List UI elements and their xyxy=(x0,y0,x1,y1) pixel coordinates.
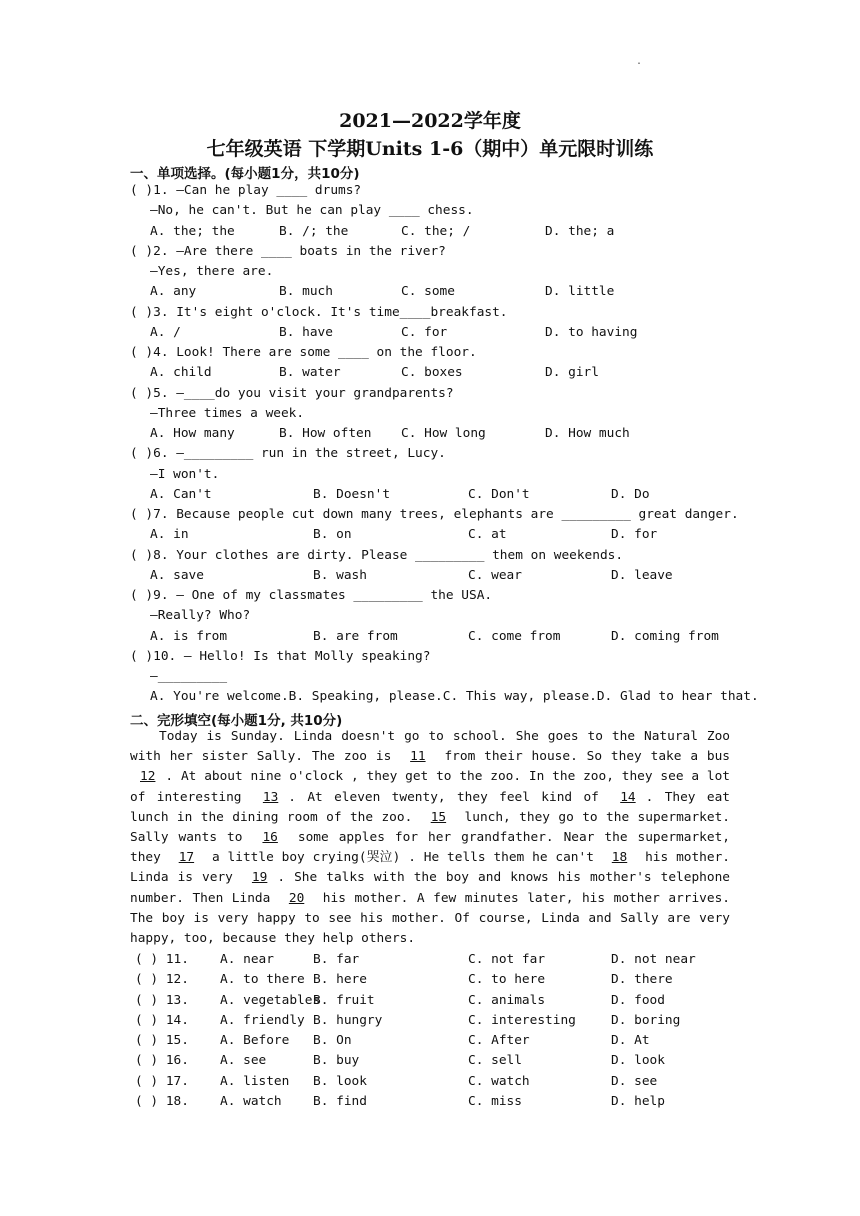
blank-11: 11 xyxy=(410,749,426,765)
cloze-option-a: A. watch xyxy=(220,1093,282,1109)
exam-subtitle: 七年级英语 下学期Units 1-6（期中）单元限时训练 xyxy=(206,138,654,160)
cloze-question-number: ( ) 14. xyxy=(135,1012,189,1028)
cloze-option-b: B. fruit xyxy=(313,992,375,1008)
option-c: C. come from xyxy=(468,628,561,644)
option-a: A. Can't xyxy=(150,486,212,502)
passage-text: Today is Sunday. Linda doesn't go to school. She goes to the Natural Zoo with her sister Sally. The zoo is xyxy=(130,729,730,765)
blank-20: 20 xyxy=(288,890,305,906)
cloze-question-number: ( ) 17. xyxy=(135,1073,189,1089)
cloze-option-d: D. see xyxy=(611,1073,658,1089)
cloze-option-c: C. After xyxy=(468,1033,530,1048)
blank-13: 13 xyxy=(262,789,279,805)
option-a: A. How many xyxy=(150,426,235,441)
cloze-option-b: B. look xyxy=(313,1073,367,1089)
cloze-passage xyxy=(130,727,730,949)
passage-text: some apples for her grandfather. Near the supermarket, they xyxy=(130,830,730,866)
option-d: D. coming from xyxy=(611,628,719,644)
option-a: A. is from xyxy=(150,628,228,644)
cloze-option-a: A. near xyxy=(220,952,274,967)
cloze-option-c: C. watch xyxy=(468,1073,530,1089)
option-d: D. leave xyxy=(611,567,673,583)
cloze-option-a: A. to there xyxy=(220,972,305,988)
option-c: C. some xyxy=(401,284,455,300)
answer-line: —No, he can't. But he can play ____ chess. xyxy=(150,203,474,219)
option-c: C. Don't xyxy=(468,486,530,502)
option-a: A. in xyxy=(150,527,189,543)
option-c: C. the; / xyxy=(401,223,471,239)
option-a: A. child xyxy=(150,365,212,381)
option-b: B. wash xyxy=(313,567,367,583)
cloze-question-number: ( ) 15. xyxy=(135,1033,189,1048)
option-c: C. boxes xyxy=(401,365,463,381)
section-2-heading: 二、完形填空(每小题1分, 共10分) xyxy=(130,713,343,729)
cloze-option-c: C. sell xyxy=(468,1053,522,1069)
blank-15: 15 xyxy=(430,809,447,825)
cloze-question-number: ( ) 13. xyxy=(135,992,189,1008)
option-c: C. How long xyxy=(401,426,486,441)
blank-17: 17 xyxy=(178,850,195,866)
section-1-heading: 一、单项选择。(每小题1分，共10分) xyxy=(130,166,360,182)
passage-text: lunch, they go to the supermarket. Sally wants to xyxy=(130,809,731,846)
cloze-option-a: A. see xyxy=(220,1053,267,1069)
cloze-option-d: D. food xyxy=(611,992,665,1008)
cloze-option-c: C. miss xyxy=(468,1093,522,1109)
option-c: C. wear xyxy=(468,567,522,583)
cloze-option-d: D. help xyxy=(611,1093,665,1109)
question-line: ( )8. Your clothes are dirty. Please _________ them on weekends. xyxy=(130,547,624,563)
question-line: ( )5. —____do you visit your grandparents? xyxy=(130,385,454,401)
cloze-question-number: ( ) 18. xyxy=(135,1093,189,1109)
option-c: C. for xyxy=(401,324,448,340)
passage-text: . She talks with the boy and knows his mother's telephone number. Then Linda xyxy=(130,870,730,906)
cloze-option-d: D. At xyxy=(611,1033,650,1048)
page-mark: . xyxy=(636,56,643,67)
option-a: A. any xyxy=(150,284,197,300)
passage-text: a little boy crying(哭泣) . He tells them he can't xyxy=(204,850,602,866)
answer-line: A. You're welcome.B. Speaking, please.C. This way, please.D. Glad to hear that. xyxy=(150,689,759,705)
cloze-option-d: D. there xyxy=(611,972,673,988)
option-a: A. / xyxy=(150,324,181,340)
cloze-option-b: B. On xyxy=(313,1033,352,1048)
cloze-option-b: B. hungry xyxy=(313,1012,383,1028)
passage-text: . At about nine o'clock , they get to the zoo. In the zoo, they see a lot of interesting xyxy=(130,769,730,805)
option-b: B. /; the xyxy=(279,223,349,239)
cloze-option-a: A. listen xyxy=(220,1073,290,1089)
question-line: ( )10. — Hello! Is that Molly speaking? xyxy=(130,648,431,664)
answer-line: —I won't. xyxy=(150,466,220,482)
option-d: D. to having xyxy=(545,324,638,340)
blank-19: 19 xyxy=(251,870,268,886)
cloze-question-number: ( ) 16. xyxy=(135,1053,189,1069)
option-b: B. How often xyxy=(279,426,372,441)
option-d: D. the; a xyxy=(545,223,615,239)
cloze-option-d: D. look xyxy=(611,1053,665,1069)
question-line: ( )3. It's eight o'clock. It's time____breakfast. xyxy=(130,304,508,320)
cloze-option-d: D. boring xyxy=(611,1012,681,1028)
answer-line: —Yes, there are. xyxy=(150,264,274,279)
blank-18: 18 xyxy=(611,850,628,866)
option-d: D. Do xyxy=(611,486,650,502)
question-line: ( )6. —_________ run in the street, Lucy. xyxy=(130,446,446,462)
cloze-option-c: C. interesting xyxy=(468,1012,576,1028)
cloze-option-c: C. to here xyxy=(468,972,546,988)
answer-line: —_________ xyxy=(150,669,228,684)
cloze-option-c: C. animals xyxy=(468,992,546,1008)
question-line: ( )4. Look! There are some ____ on the floor. xyxy=(130,345,477,360)
cloze-option-c: C. not far xyxy=(468,952,546,967)
option-d: D. little xyxy=(545,284,615,300)
question-line: ( )9. — One of my classmates _________ the USA. xyxy=(130,588,493,603)
passage-text: his mother. A few minutes later, his mother arrives. The boy is very happy to see his mother. Of course, Linda and Sally are very happy, too, because they help others. xyxy=(130,890,730,947)
cloze-option-b: B. buy xyxy=(313,1053,360,1069)
option-d: D. for xyxy=(611,527,658,543)
cloze-option-b: B. far xyxy=(313,952,360,967)
option-a: A. save xyxy=(150,567,204,583)
blank-14: 14 xyxy=(620,789,636,805)
cloze-question-number: ( ) 11. xyxy=(135,952,189,967)
option-b: B. have xyxy=(279,324,333,340)
answer-line: —Three times a week. xyxy=(150,405,305,421)
cloze-option-d: D. not near xyxy=(611,952,696,967)
cloze-option-a: A. friendly xyxy=(220,1012,305,1028)
blank-16: 16 xyxy=(262,830,278,846)
exam-year-title: 2021—2022学年度 xyxy=(339,110,521,132)
option-b: B. water xyxy=(279,365,341,381)
option-d: D. How much xyxy=(545,426,630,441)
passage-text: . At eleven twenty, they feel kind of xyxy=(288,789,611,805)
cloze-option-a: A. vegetables xyxy=(220,992,321,1008)
option-c: C. at xyxy=(468,527,507,543)
question-line: ( )2. —Are there ____ boats in the river? xyxy=(130,243,446,259)
question-line: ( )7. Because people cut down many trees, elephants are _________ great danger. xyxy=(130,507,739,522)
question-line: ( )1. —Can he play ____ drums? xyxy=(130,183,362,198)
option-d: D. girl xyxy=(545,365,599,381)
passage-text: from their house. So they take a bus xyxy=(435,749,731,765)
blank-12: 12 xyxy=(140,769,156,785)
cloze-question-number: ( ) 12. xyxy=(135,972,189,988)
cloze-option-b: B. here xyxy=(313,972,367,988)
option-a: A. the; the xyxy=(150,223,235,239)
answer-line: —Really? Who? xyxy=(150,608,251,624)
option-b: B. Doesn't xyxy=(313,486,391,502)
cloze-option-a: A. Before xyxy=(220,1033,290,1048)
option-b: B. much xyxy=(279,284,333,300)
option-b: B. on xyxy=(313,527,352,543)
option-b: B. are from xyxy=(313,628,398,644)
passage-text: his mother. Linda is very xyxy=(130,850,730,886)
cloze-option-b: B. find xyxy=(313,1093,367,1109)
passage-text: . They eat lunch in the dining room of the zoo. xyxy=(130,789,730,825)
